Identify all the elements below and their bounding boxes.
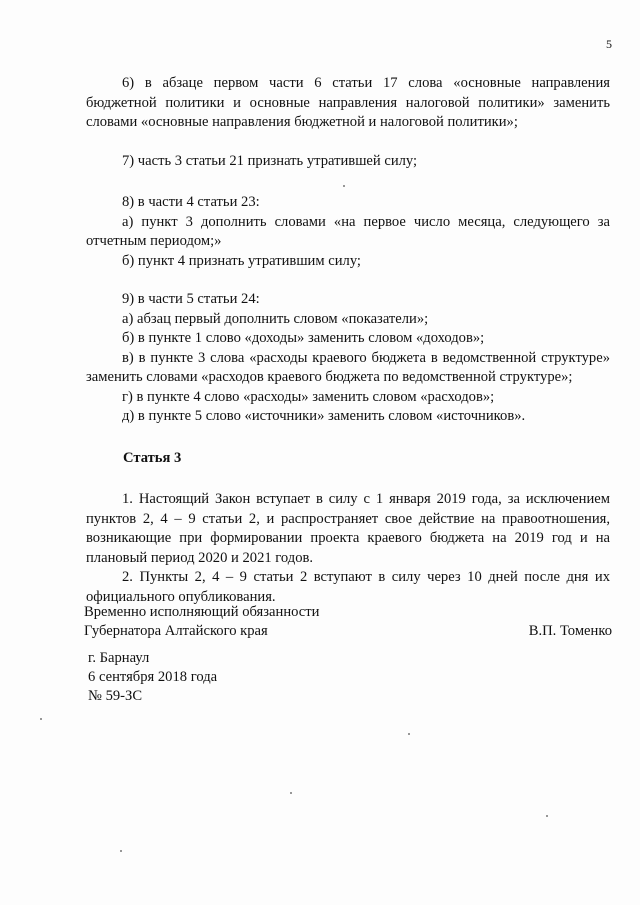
paragraph-8-heading: 8) в части 4 статьи 23: <box>122 194 260 210</box>
scan-speck <box>408 733 410 735</box>
article-3-paragraph-2: 2. Пункты 2, 4 – 9 статьи 2 вступают в силу через 10 дней после дня их официального опубликования. <box>86 569 610 605</box>
paragraph-9-a: а) абзац первый дополнить словом «показатели»; <box>122 310 429 327</box>
scan-speck <box>120 850 122 852</box>
law-number: № 59-ЗС <box>88 688 143 704</box>
scan-speck <box>40 718 42 720</box>
place-date-block <box>88 649 217 706</box>
law-date: 6 сентября 2018 года <box>88 669 218 685</box>
paragraph-7: 7) часть 3 статьи 21 признать утратившей силу; <box>122 152 418 169</box>
paragraph-9-d: д) в пункте 5 слово «источники» заменить словом «источников». <box>122 408 526 424</box>
article-3-paragraph-1: 1. Настоящий Закон вступает в силу с 1 января 2019 года, за исключением пунктов 2, 4 – 9 статьи 2, и распространяет свое действие на правоотношения, возникающие при формировании проекта краевого бюджета на 2019 год и на плановый период 2020 и 2021 годов. <box>86 491 610 566</box>
scan-speck <box>343 185 345 187</box>
spacer <box>86 271 610 290</box>
spacer <box>86 133 610 152</box>
spacer <box>86 427 610 449</box>
paragraph-9-heading: 9) в части 5 статьи 24: <box>122 291 260 307</box>
paragraph-6: 6) в абзаце первом части 6 статьи 17 слова «основные направления бюджетной политики и основные направления налоговой политики» заменить словами «основные направления бюджетной и налоговой политики»; <box>86 75 610 130</box>
paragraph-9-g: г) в пункте 4 слово «расходы» заменить словом «расходов»; <box>122 388 495 405</box>
signatory-position-line-1: Временно исполняющий обязанности <box>84 604 320 620</box>
signatory-position-line-2: Губернатора Алтайского края <box>84 623 268 639</box>
spacer <box>86 171 610 193</box>
city: г. Барнаул <box>88 650 150 666</box>
page-number: 5 <box>606 37 612 51</box>
paragraph-8-a: а) пункт 3 дополнить словами «на первое число месяца, следующего за отчетным периодом;» <box>86 213 610 249</box>
article-3-title: Статья 3 <box>123 449 182 466</box>
paragraph-8-b: б) пункт 4 признать утратившим силу; <box>122 252 361 269</box>
signatory-row <box>84 622 612 641</box>
paragraph-9-v: в) в пункте 3 слова «расходы краевого бюджета в ведомственной структуре» заменить словами «расходов краевого бюджета по ведомственной структуре»; <box>86 349 610 385</box>
document-body <box>86 74 610 607</box>
paragraph-9-b: б) в пункте 1 слово «доходы» заменить словом «доходов»; <box>122 330 485 346</box>
scan-speck <box>546 815 548 817</box>
signatory-name: В.П. Томенко <box>528 623 612 639</box>
scan-speck <box>290 792 292 794</box>
spacer <box>86 468 610 490</box>
signature-block <box>84 603 612 641</box>
